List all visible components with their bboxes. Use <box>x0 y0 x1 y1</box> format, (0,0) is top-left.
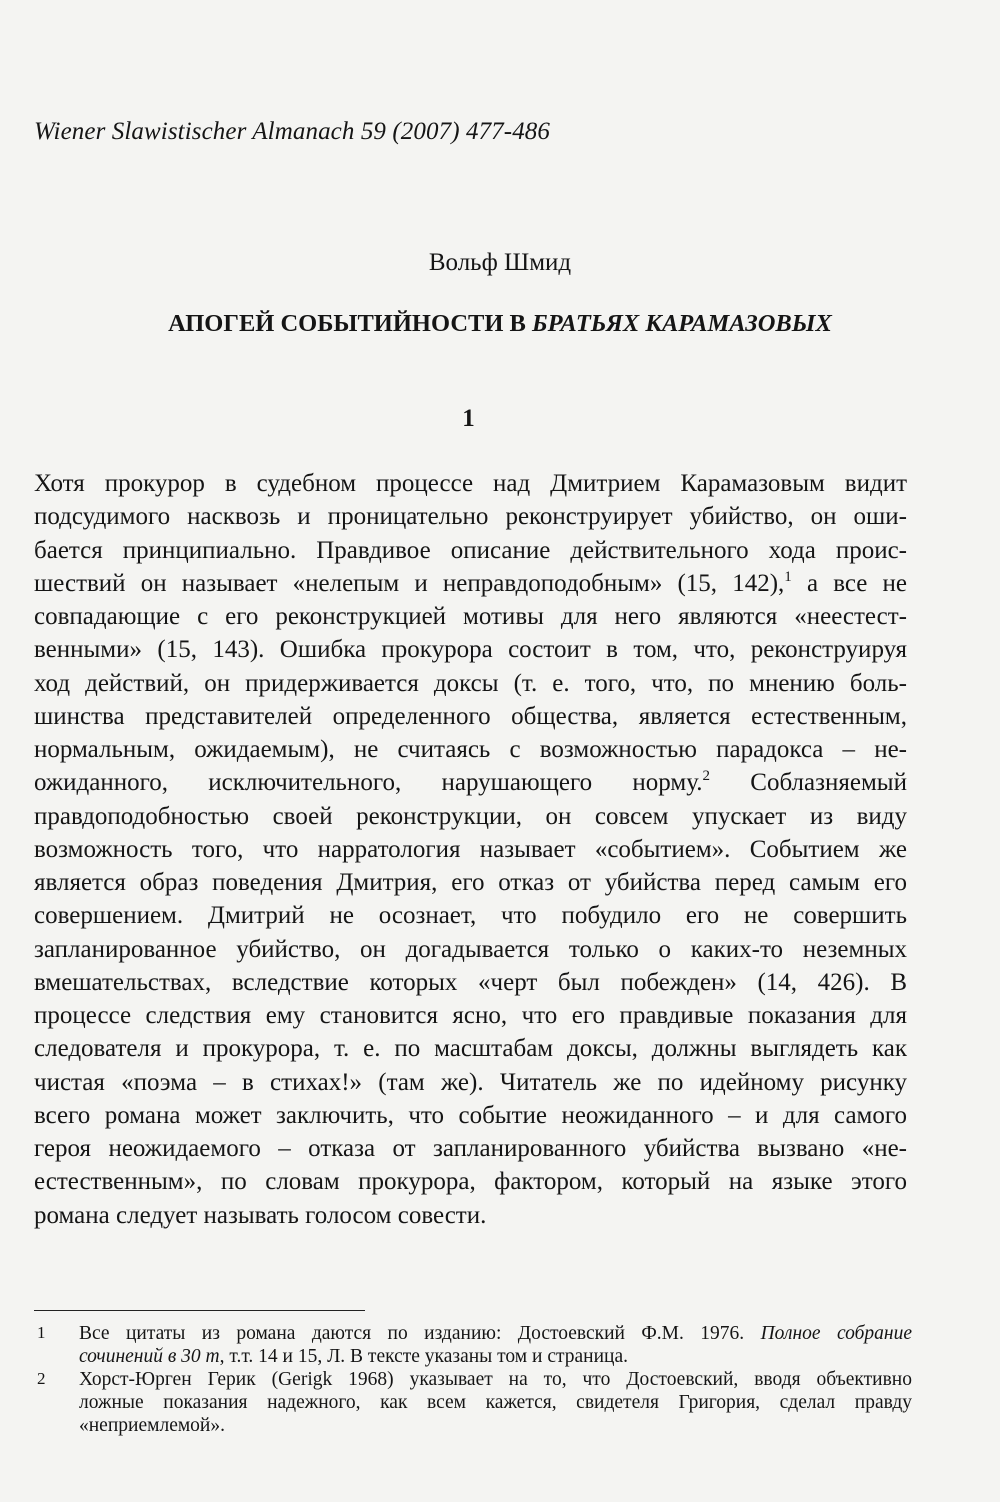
body-line: чистая «поэма – в стихах!» (там же). Читатель же по идейному рисунку <box>34 1068 907 1096</box>
body-line: правдоподобностью своей реконструкции, он совсем упускает из виду <box>34 802 907 830</box>
author-name: Вольф Шмид <box>428 249 572 276</box>
body-line: следователя и прокурора, т. е. по масштабам доксы, должны выглядеть как <box>34 1035 907 1063</box>
body-text-segment: Соблазняемый <box>710 769 907 797</box>
body-line: романа следует называть голосом совести. <box>34 1201 487 1229</box>
body-line: естественным», по словам прокурора, фактором, который на языке этого <box>34 1168 907 1196</box>
footnote-separator <box>34 1310 365 1311</box>
footnotes <box>34 1322 912 1437</box>
footnote-line: «неприемлемой». <box>79 1415 225 1436</box>
body-line: ход действий, он придерживается доксы (т. е. того, что, по мнению боль- <box>34 669 907 697</box>
footnote-1 <box>34 1322 912 1368</box>
footnote-line: ложные показания надежного, как всем кажется, свидетеля Григория, сделал правду <box>79 1392 912 1413</box>
footnote-text: , т.т. 14 и 15, Л. В тексте указаны том и страница. <box>219 1346 628 1367</box>
footnote-book-title: Полное собрание <box>760 1323 912 1344</box>
body-line: совпадающие с его реконструкцией мотивы для него являются «неестест- <box>34 603 907 630</box>
footnote-line <box>79 1322 912 1345</box>
body-line: подсудимого насквозь и проницательно реконструирует убийство, он оши- <box>34 503 907 531</box>
article-title <box>0 310 1000 338</box>
body-line: запланированное убийство, он догадывается только о каких-то неземных <box>34 935 907 963</box>
footnote-mark: 2 <box>37 1369 46 1388</box>
body-line <box>34 766 907 799</box>
footnote-mark: 1 <box>37 1323 46 1342</box>
body-line: бается принципиально. Правдивое описание действительного хода проис- <box>34 536 907 564</box>
running-head: Wiener Slawistischer Almanach 59 (2007) 477-486 <box>34 118 550 145</box>
body-line <box>34 567 907 600</box>
footnote-line: Хорст-Юрген Герик (Gerigk 1968) указывает на то, что Достоевский, вводя объективно <box>79 1369 912 1390</box>
body-line: нормальным, ожидаемым), не считаясь с возможностью парадокса – не- <box>34 736 907 763</box>
body-line: шинства представителей определенного общества, является естественным, <box>34 702 907 730</box>
body-text-segment: шествий он называет «нелепым и неправдоподобным» (15, 142), <box>34 569 785 597</box>
body-line: процессе следствия ему становится ясно, что его правдивые показания для <box>34 1002 907 1029</box>
footnote-ref-1[interactable]: 1 <box>784 568 792 585</box>
body-line: героя неожидаемого – отказа от запланированного убийства вызвано «не- <box>34 1135 907 1162</box>
body-paragraph <box>34 467 907 1232</box>
footnote-ref-2[interactable]: 2 <box>702 768 710 785</box>
body-line: вмешательствах, вследствие которых «черт был побежден» (14, 426). В <box>34 968 907 996</box>
body-text-segment: ожиданного, исключительного, нарушающего норму. <box>34 769 703 797</box>
footnote-2 <box>34 1368 912 1437</box>
footnote-text: Все цитаты из романа даются по изданию: Достоевский Ф.М. 1976. <box>79 1323 761 1344</box>
footnote-book-title: сочинений в 30 т <box>79 1346 220 1367</box>
title-italic: БРАТЬЯХ КАРАМАЗОВЫХ <box>532 310 832 337</box>
body-line: совершением. Дмитрий не осознает, что побудило его не совершить <box>34 902 907 930</box>
body-line: Хотя прокурор в судебном процессе над Дмитрием Карамазовым видит <box>34 470 907 497</box>
section-number: 1 <box>462 405 475 432</box>
body-text-segment: а все не <box>791 569 907 597</box>
body-line: всего романа может заключить, что событие неожиданного – и для самого <box>34 1101 907 1129</box>
body-line: является образ поведения Дмитрия, его отказ от убийства перед самым его <box>34 869 907 896</box>
body-line: венными» (15, 143). Ошибка прокурора состоит в том, что, реконструируя <box>34 636 907 664</box>
footnote-line <box>79 1345 912 1368</box>
title-regular: АПОГЕЙ СОБЫТИЙНОСТИ В <box>168 310 533 337</box>
body-line: возможность того, что нарратология называет «событием». Событием же <box>34 835 907 863</box>
